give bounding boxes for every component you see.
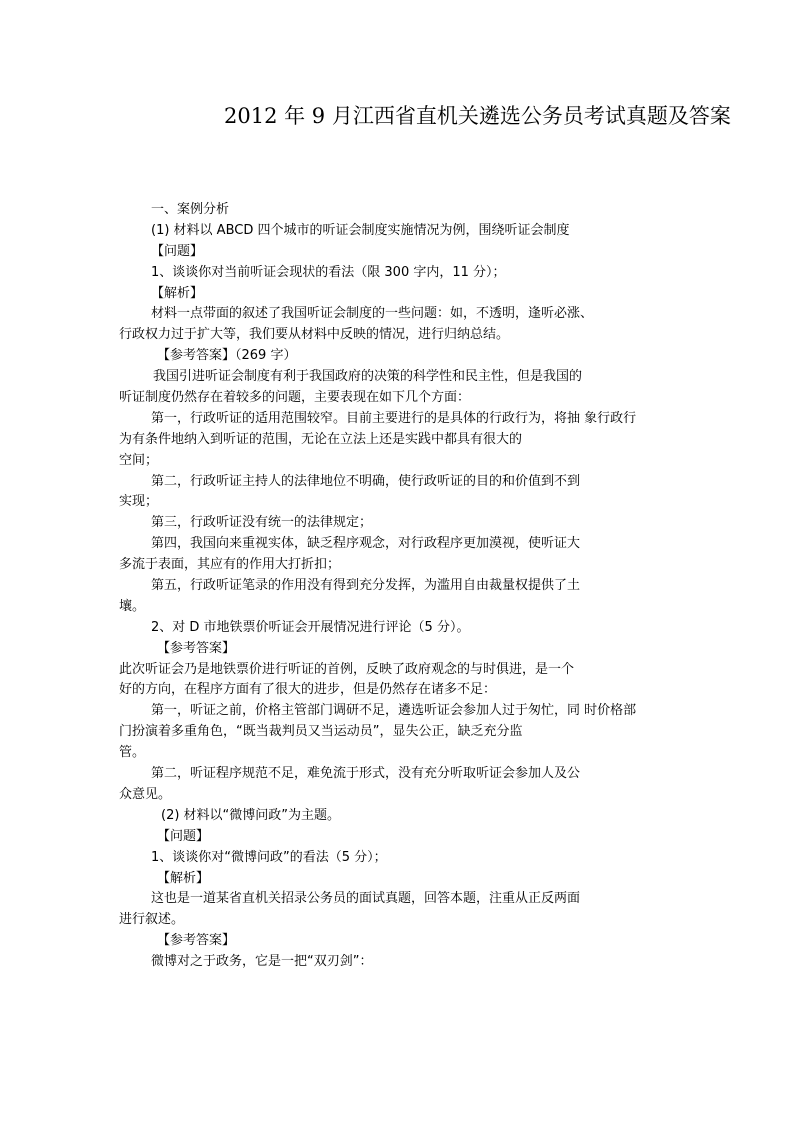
body-line: 材料一点带面的叙述了我国听证会制度的一些问题：如，不透明，逢听必涨、 xyxy=(151,306,594,322)
document-title: 2012 年 9 月江西省直机关遴选公务员考试真题及答案 xyxy=(224,104,731,128)
body-line: 行政权力过于扩大等，我们要从材料中反映的情况，进行归纳总结。 xyxy=(119,327,510,343)
body-line: 空间； xyxy=(119,452,159,468)
body-line: 我国引进听证会制度有利于我国政府的决策的科学性和民主性，但是我国的 xyxy=(153,369,583,385)
body-line: 第二，听证程序规范不足，难免流于形式，没有充分听取听证会参加人及公 xyxy=(151,766,581,782)
body-line: 壤。 xyxy=(119,598,146,614)
body-line: 【解析】 xyxy=(151,285,204,301)
body-line: 第三，行政听证没有统一的法律规定； xyxy=(151,515,373,531)
body-line: 【参考答案】 xyxy=(157,933,236,949)
body-line: 1、谈谈你对当前听证会现状的看法（限 300 字内，11 分）； xyxy=(151,264,506,280)
body-line: 众意见。 xyxy=(119,786,172,802)
body-line: 进行叙述。 xyxy=(119,912,185,928)
body-line: 【解析】 xyxy=(157,870,210,886)
body-line: 管。 xyxy=(119,745,146,761)
body-line: 2、对 D 市地铁票价听证会开展情况进行评论（5 分）。 xyxy=(151,619,470,635)
body-line: 此次听证会乃是地铁票价进行听证的首例，反映了政府观念的与时俱进，是一个 xyxy=(119,661,575,677)
body-line: 实现； xyxy=(119,494,159,510)
body-line: (1) 材料以 ABCD 四个城市的听证会制度实施情况为例，围绕听证会制度 xyxy=(151,222,570,238)
body-line: (2) 材料以“微博问政”为主题。 xyxy=(161,807,341,823)
body-line: 听证制度仍然存在着较多的问题，主要表现在如下几个方面： xyxy=(119,390,471,406)
body-line: 好的方向，在程序方面有了很大的进步，但是仍然存在诸多不足： xyxy=(119,682,497,698)
body-line: 门扮演着多重角色，“既当裁判员又当运动员”，显失公正，缺乏充分监 xyxy=(119,724,523,740)
body-line: 第一，听证之前，价格主管部门调研不足，遴选听证会参加人过于匆忙，同 时价格部 xyxy=(151,703,637,719)
body-line: 一、案例分析 xyxy=(151,202,230,217)
body-line: 第四，我国向来重视实体，缺乏程序观念，对行政程序更加漠视，使听证大 xyxy=(151,536,581,552)
body-line: 为有条件地纳入到听证的范围，无论在立法上还是实践中都具有很大的 xyxy=(119,431,523,447)
body-line: 这也是一道某省直机关招录公务员的面试真题，回答本题，注重从正反两面 xyxy=(151,891,581,907)
body-line: 【参考答案】 xyxy=(157,640,236,656)
body-line: 【问题】 xyxy=(157,828,210,844)
body-line: 第一，行政听证的适用范围较窄。目前主要进行的是具体的行政行为，将抽 象行政行 xyxy=(151,410,637,426)
body-line: 【问题】 xyxy=(151,243,204,259)
body-line: 多流于表面，其应有的作用大打折扣； xyxy=(119,557,341,573)
body-line: 第二，行政听证主持人的法律地位不明确，使行政听证的目的和价值到不到 xyxy=(151,473,581,489)
body-line: 第五，行政听证笔录的作用没有得到充分发挥，为滥用自由裁量权提供了土 xyxy=(151,578,581,594)
body-line: 微博对之于政务，它是一把“双刃剑”： xyxy=(151,954,373,970)
body-line: 【参考答案】（269 字） xyxy=(157,348,297,364)
document-body xyxy=(119,200,679,973)
body-line: 1、谈谈你对“微博问政”的看法（5 分）； xyxy=(151,849,387,865)
